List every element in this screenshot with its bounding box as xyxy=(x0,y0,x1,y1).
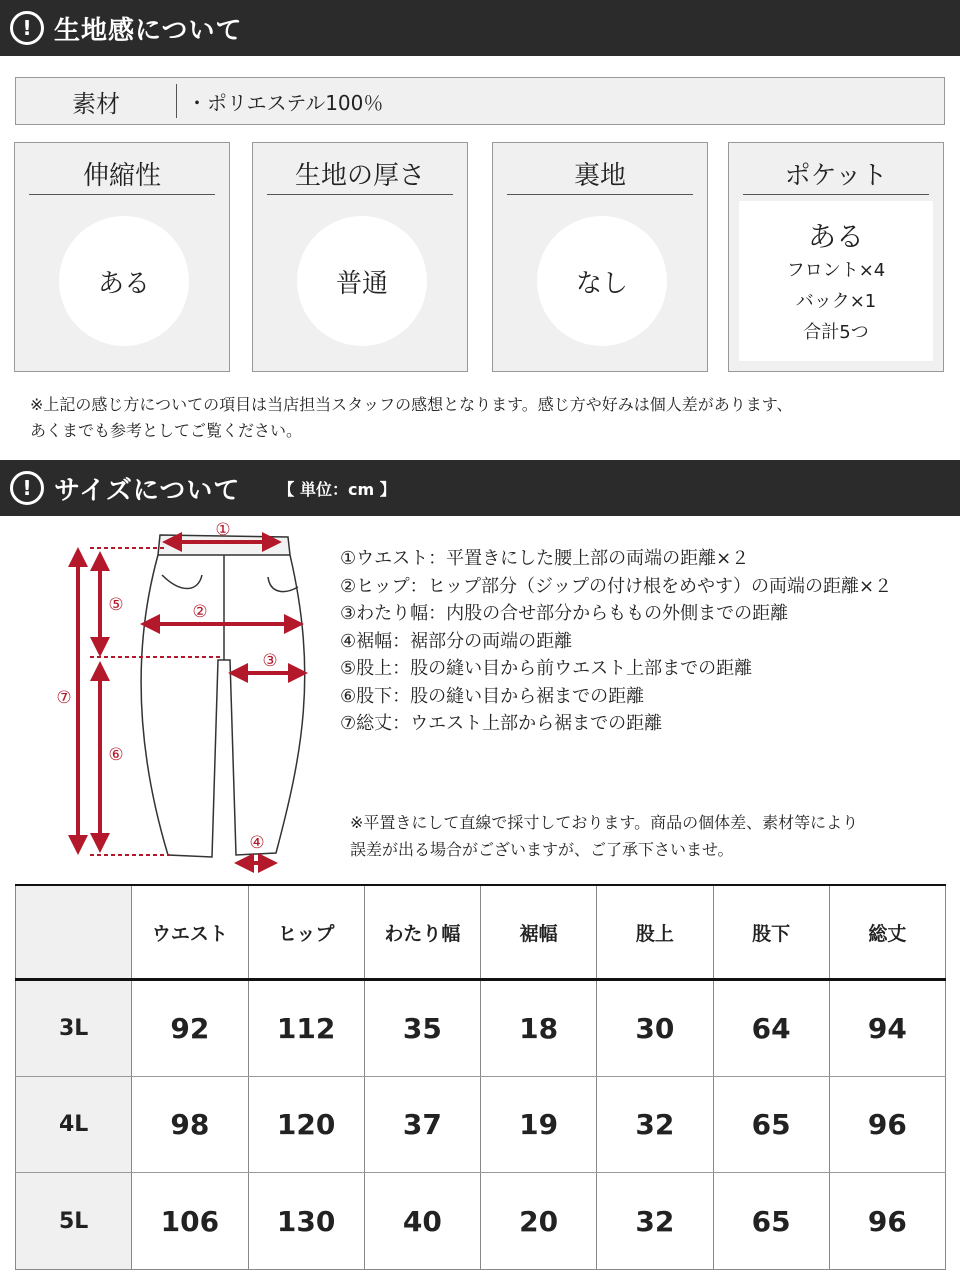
table-cell: 65 xyxy=(713,1076,829,1173)
header-cell: わたり幅 xyxy=(364,885,480,980)
marker-5: ⑤ xyxy=(108,595,124,615)
fabric-note xyxy=(30,392,793,444)
definition-rise: ⑤股上：股の縫い目から前ウエスト上部までの距離 xyxy=(340,658,753,679)
pocket-value: ある xyxy=(807,220,864,253)
feature-title: 裏地 xyxy=(507,157,693,195)
feature-title: 生地の厚さ xyxy=(267,157,453,195)
table-cell: 20 xyxy=(481,1173,597,1270)
header-cell: ヒップ xyxy=(248,885,364,980)
size-label: 3L xyxy=(16,980,132,1077)
size-table xyxy=(15,884,946,1270)
pocket-detail-front: フロント×4 xyxy=(786,260,886,281)
definition-length: ⑦総丈：ウエスト上部から裾までの距離 xyxy=(340,713,663,734)
table-cell: 96 xyxy=(829,1173,945,1270)
table-cell: 32 xyxy=(597,1173,713,1270)
size-label: 5L xyxy=(16,1173,132,1270)
marker-1: ① xyxy=(215,520,231,540)
table-cell: 130 xyxy=(248,1173,364,1270)
feature-title: ポケット xyxy=(743,157,929,195)
table-cell: 18 xyxy=(481,980,597,1077)
header-cell xyxy=(16,885,132,980)
table-cell: 64 xyxy=(713,980,829,1077)
definition-thigh: ③わたり幅：内股の合せ部分からももの外側までの距離 xyxy=(340,603,789,624)
definition-inseam: ⑥股下：股の縫い目から裾までの距離 xyxy=(340,685,645,707)
fabric-note-line: あくまでも参考としてご覧ください。 xyxy=(30,421,303,440)
table-cell: 32 xyxy=(597,1076,713,1173)
table-cell: 37 xyxy=(364,1076,480,1173)
measurement-note-line: ※平置きにして直線で採寸しております。商品の個体差、素材等により xyxy=(350,813,859,832)
fabric-note-line: ※上記の感じ方についての項目は当店担当スタッフの感想となります。感じ方や好みは個人差があります、 xyxy=(30,395,793,414)
material-label: 素材 xyxy=(72,89,120,118)
measurement-note xyxy=(350,809,858,863)
table-row xyxy=(16,1076,946,1173)
feature-value: なし xyxy=(537,216,667,346)
table-cell: 40 xyxy=(364,1173,480,1270)
feature-thickness xyxy=(252,142,468,372)
table-cell: 19 xyxy=(481,1076,597,1173)
header-cell: 股下 xyxy=(713,885,829,980)
feature-lining xyxy=(492,142,708,372)
header-cell: 股上 xyxy=(597,885,713,980)
exclamation-icon: ! xyxy=(10,471,44,505)
feature-title: 伸縮性 xyxy=(29,157,215,195)
feature-stretch xyxy=(14,142,230,372)
fabric-section-title: 生地感について xyxy=(54,15,243,46)
material-row xyxy=(15,77,945,125)
size-label: 4L xyxy=(16,1076,132,1173)
definition-hem: ④裾幅：裾部分の両端の距離 xyxy=(340,630,573,652)
size-unit: 【 単位：cm 】 xyxy=(278,479,396,499)
marker-4: ④ xyxy=(249,833,265,853)
marker-2: ② xyxy=(192,602,208,622)
marker-7: ⑦ xyxy=(56,688,72,708)
feature-pocket xyxy=(728,142,944,372)
pocket-detail-back: バック×1 xyxy=(795,291,877,312)
material-divider xyxy=(176,84,177,118)
pocket-details xyxy=(739,201,933,361)
header-cell: 総丈 xyxy=(829,885,945,980)
marker-6: ⑥ xyxy=(108,745,124,765)
definition-waist: ①ウエスト：平置きにした腰上部の両端の距離×２ xyxy=(340,548,750,569)
exclamation-icon: ! xyxy=(10,11,44,45)
measurement-note-line: 誤差が出る場合がございますが、ご了承下さいませ。 xyxy=(350,840,734,859)
table-cell: 30 xyxy=(597,980,713,1077)
marker-3: ③ xyxy=(262,651,278,671)
pants-outline xyxy=(141,535,305,857)
table-cell: 35 xyxy=(364,980,480,1077)
size-table-header xyxy=(16,885,946,980)
table-cell: 65 xyxy=(713,1173,829,1270)
definition-hip: ②ヒップ：ヒップ部分（ジップの付け根をめやす）の両端の距離×２ xyxy=(340,575,893,597)
feature-value: ある xyxy=(59,216,189,346)
table-cell: 92 xyxy=(132,980,248,1077)
size-section-title: サイズについて xyxy=(54,475,241,506)
header-cell: 裾幅 xyxy=(481,885,597,980)
header-cell: ウエスト xyxy=(132,885,248,980)
feature-value: 普通 xyxy=(297,216,427,346)
pocket-detail-total: 合計5つ xyxy=(803,322,869,343)
table-cell: 98 xyxy=(132,1076,248,1173)
pants-measurement-diagram xyxy=(40,515,340,875)
material-value: ・ポリエステル100％ xyxy=(187,90,384,115)
table-cell: 96 xyxy=(829,1076,945,1173)
table-cell: 112 xyxy=(248,980,364,1077)
table-row xyxy=(16,980,946,1077)
table-cell: 106 xyxy=(132,1173,248,1270)
fabric-section-header xyxy=(0,0,960,56)
table-cell: 94 xyxy=(829,980,945,1077)
measurement-definitions xyxy=(340,545,892,738)
table-row xyxy=(16,1173,946,1270)
size-section-header xyxy=(0,460,960,516)
table-cell: 120 xyxy=(248,1076,364,1173)
